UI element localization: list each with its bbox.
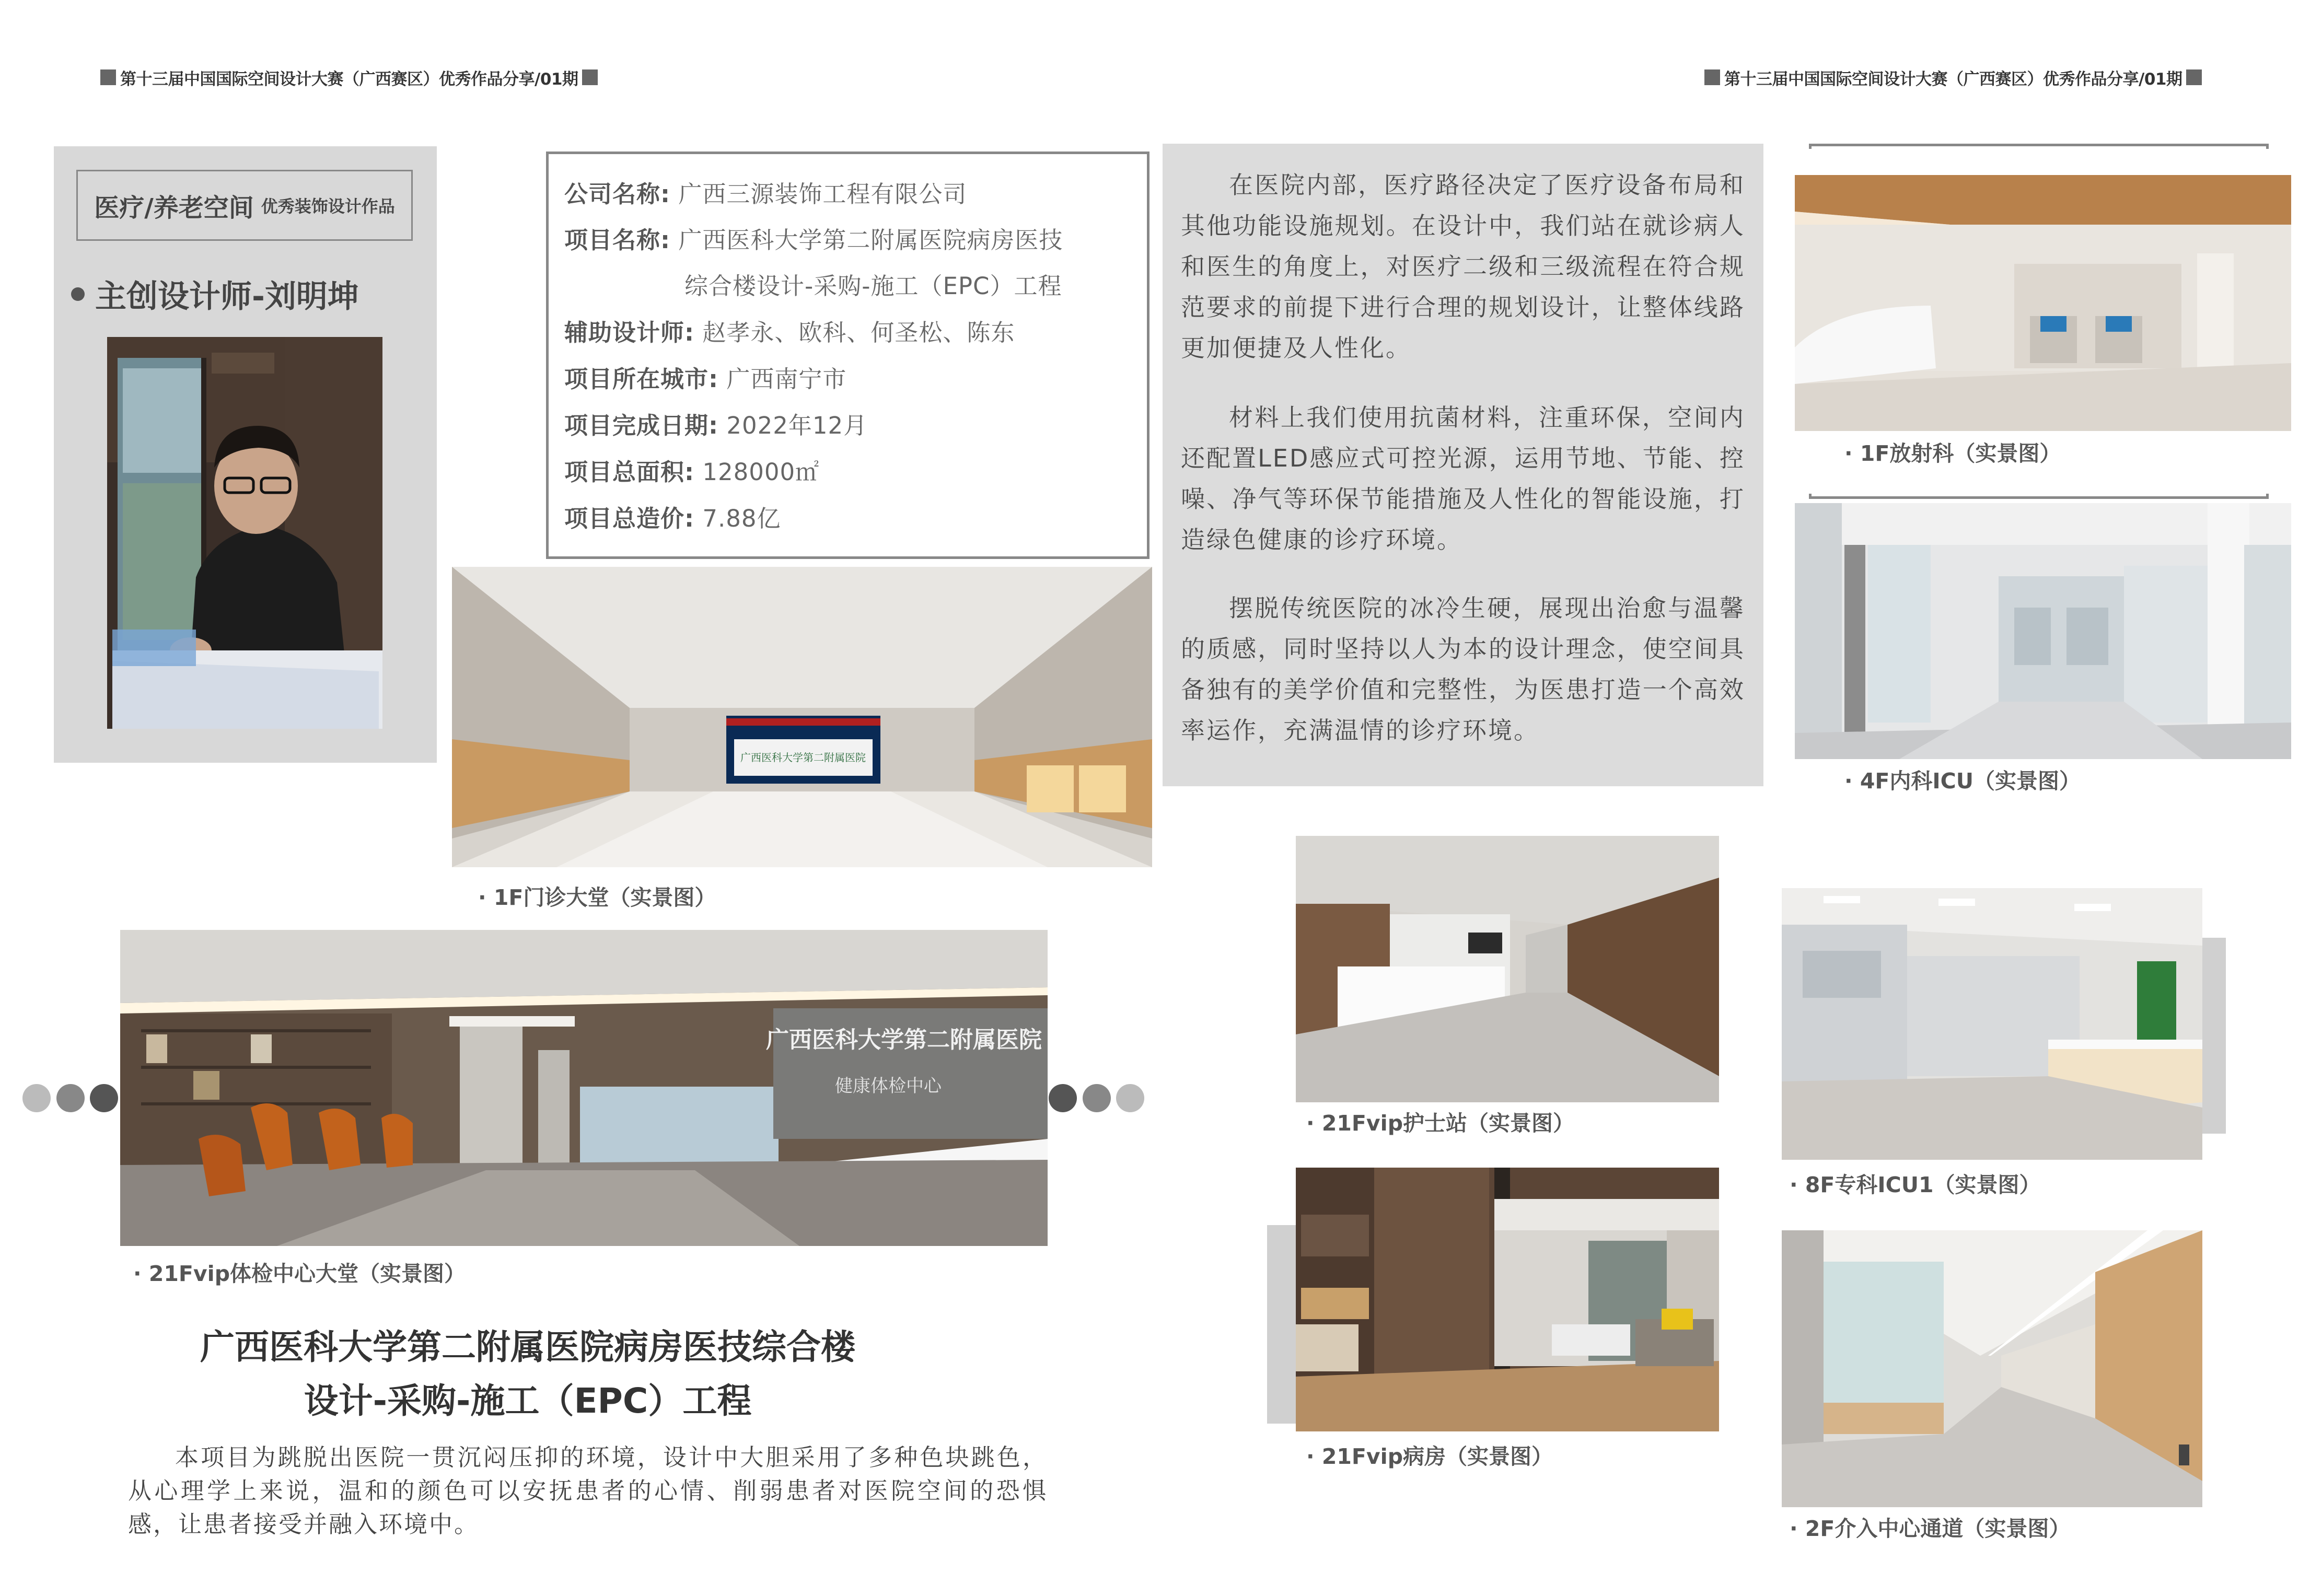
designer-name: 主创设计师-刘明坤: [71, 272, 359, 317]
photo-8f-icu: [1782, 888, 2202, 1160]
category-title: 医疗/养老空间: [94, 193, 254, 223]
info-company: 公司名称: 广西三源装饰工程有限公司: [564, 180, 967, 208]
info-city: 项目所在城市: 广西南宁市: [564, 365, 847, 393]
decor-dot: [22, 1084, 51, 1112]
info-assistants: 辅助设计师: 赵孝永、欧科、何圣松、陈东: [564, 319, 1015, 346]
svg-text:广西医科大学第二附属医院: 广西医科大学第二附属医院: [766, 1027, 1042, 1053]
caption-2f-corridor: · 2F介入中心通道（实景图）: [1790, 1516, 2071, 1541]
description-panel: [1163, 144, 1763, 786]
decor-dot: [1116, 1084, 1144, 1112]
category-subtitle: 优秀装饰设计作品: [261, 196, 395, 216]
photo-2f-corridor: [1782, 1230, 2202, 1507]
description-paragraph-1: 在医院内部，医疗路径决定了医疗设备布局和其他功能设施规划。在设计中，我们站在就诊病人和医生的角度上，对医疗二级和三级流程在符合规范要求的前提下进行合理的规划设计，让整体线路更加便捷及人性化。: [1181, 171, 1745, 362]
caption-1f-lobby: · 1F门诊大堂（实景图）: [478, 885, 716, 910]
caption-1f-radiology: · 1F放射科（实景图）: [1844, 441, 2061, 466]
photo-21f-vip-hall: [120, 930, 1048, 1246]
caption-21f-vip-hall: · 21Fvip体检中心大堂（实景图）: [133, 1261, 466, 1286]
caption-8f-icu: · 8F专科ICU1（实景图）: [1790, 1172, 2041, 1197]
caption-21f-ward: · 21Fvip病房（实景图）: [1306, 1444, 1553, 1469]
info-date: 项目完成日期: 2022年12月: [564, 412, 868, 439]
decor-dot: [56, 1084, 85, 1112]
svg-text:广西医科大学第二附属医院: 广西医科大学第二附属医院: [740, 752, 866, 764]
svg-text:健康体检中心: 健康体检中心: [835, 1076, 942, 1096]
info-project-line2: 综合楼设计-采购-施工（EPC）工程: [684, 272, 1062, 300]
photo-21f-nurse-station: [1296, 836, 1719, 1102]
project-title-line2: 设计-采购-施工（EPC）工程: [304, 1381, 752, 1421]
running-header-left: 第十三届中国国际空间设计大赛（广西赛区）优秀作品分享/01期: [100, 67, 598, 88]
decor-dot: [1049, 1084, 1077, 1112]
designer-portrait: [107, 337, 382, 729]
decor-dot: [1083, 1084, 1111, 1112]
description-paragraph-2: 材料上我们使用抗菌材料，注重环保，空间内还配置LED感应式可控光源，运用节地、节能、控噪、净气等环保节能措施及人性化的智能设施，打造绿色健康的诊疗环境。: [1181, 403, 1745, 554]
decor-dot: [90, 1084, 118, 1112]
info-cost: 项目总造价: 7.88亿: [564, 505, 781, 532]
photo-21f-ward: [1296, 1168, 1719, 1431]
project-intro: 本项目为跳脱出医院一贯沉闷压抑的环境，设计中大胆采用了多种色块跳色，从心理学上来说，温和的颜色可以安抚患者的心情、削弱患者对医院空间的恐惧感，让患者接受并融入环境中。: [128, 1443, 1048, 1538]
caption-21f-nurse-station: · 21Fvip护士站（实景图）: [1306, 1111, 1575, 1136]
bullet-icon: [71, 287, 85, 301]
running-header-right: 第十三届中国国际空间设计大赛（广西赛区）优秀作品分享/01期: [1704, 67, 2202, 88]
photo-4f-icu: [1795, 503, 2291, 759]
info-project: 项目名称: 广西医科大学第二附属医院病房医技: [564, 226, 1063, 254]
project-title-line1: 广西医科大学第二附属医院病房医技综合楼: [200, 1327, 855, 1367]
project-info-box: [546, 152, 1150, 559]
photo-1f-radiology: [1795, 175, 2291, 431]
description-paragraph-3: 摆脱传统医院的冰冷生硬，展现出治愈与温馨的质感，同时坚持以人为本的设计理念，使空间具备独有的美学价值和完整性，为医患打造一个高效率运作，充满温情的诊疗环境。: [1181, 594, 1745, 744]
photo-1f-lobby: [452, 567, 1152, 867]
caption-4f-icu: · 4F内科ICU（实景图）: [1844, 768, 2081, 794]
category-box: [76, 170, 413, 241]
info-area: 项目总面积: 128000㎡: [564, 458, 820, 486]
